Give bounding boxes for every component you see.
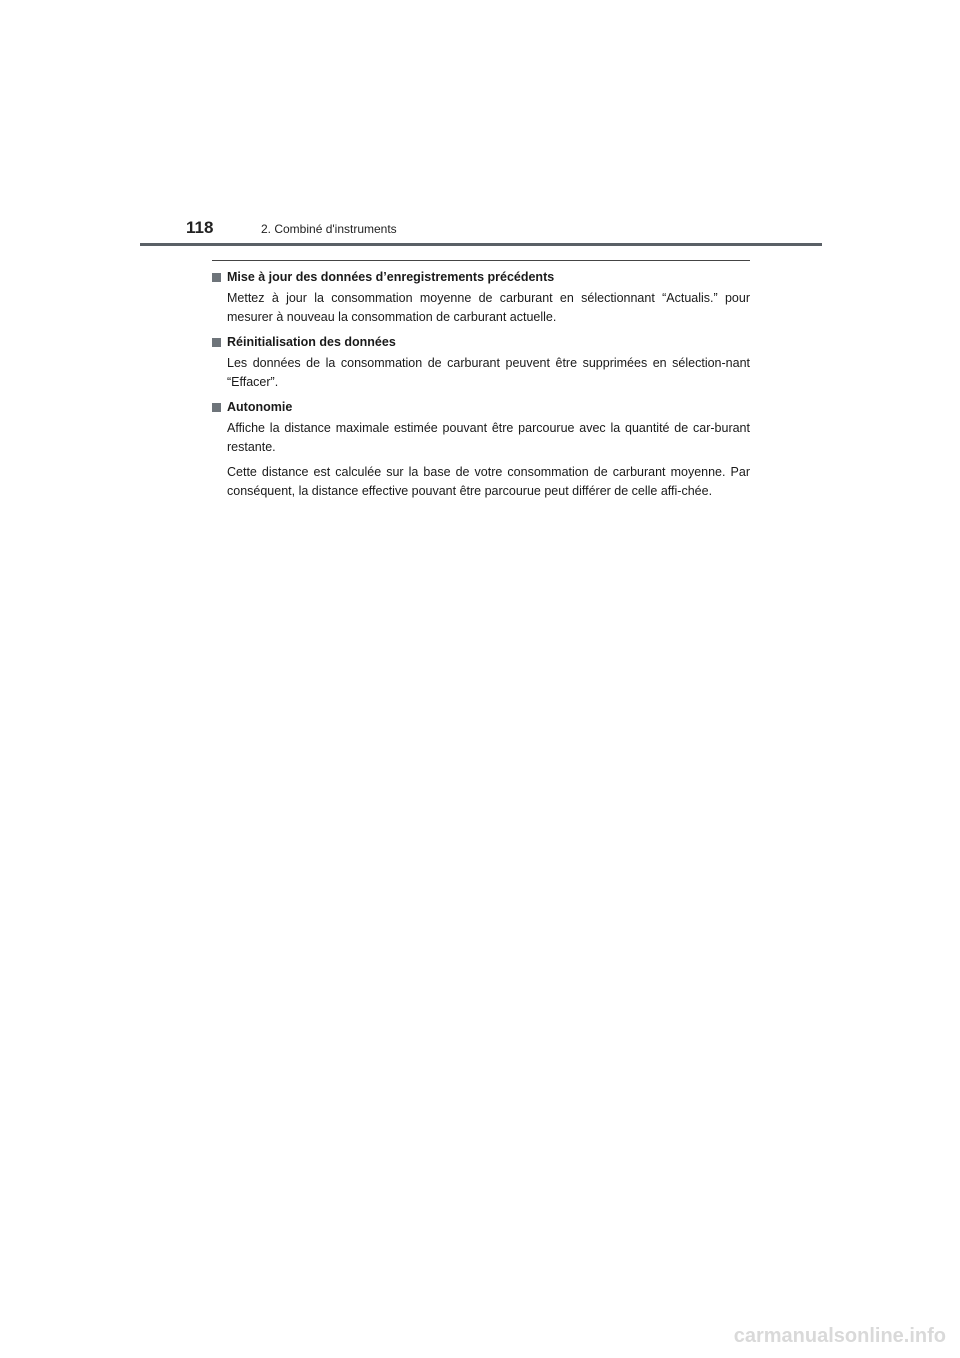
watermark-logo: carmanualsonline.info <box>733 1325 946 1347</box>
section-update-records <box>212 268 750 327</box>
chapter-title: 2. Combiné d'instruments <box>261 222 397 236</box>
square-bullet-icon <box>212 273 221 282</box>
section-divider <box>212 260 750 261</box>
section-paragraph: Mettez à jour la consommation moyenne de carburant en sélectionnant “Actualis.” pour mesurer à nouveau la consommation de carburant actuelle. <box>227 291 750 324</box>
section-heading <box>212 333 750 351</box>
section-paragraph: Affiche la distance maximale estimée pouvant être parcourue avec la quantité de car-burant restante. <box>227 421 750 454</box>
square-bullet-icon <box>212 338 221 347</box>
section-heading-text: Autonomie <box>227 400 293 414</box>
square-bullet-icon <box>212 403 221 412</box>
header-rule <box>140 243 822 246</box>
page-header <box>140 214 822 246</box>
section-heading-text: Réinitialisation des données <box>227 335 396 349</box>
section-paragraph: Les données de la consommation de carburant peuvent être supprimées en sélection-nant “Effacer”. <box>227 356 750 389</box>
section-heading-text: Mise à jour des données d’enregistrements précédents <box>227 270 555 284</box>
section-heading <box>212 398 750 416</box>
section-heading <box>212 268 750 286</box>
page-content <box>212 268 750 507</box>
section-reset-data <box>212 333 750 392</box>
page-number: 118 <box>186 218 214 237</box>
section-paragraph: Cette distance est calculée sur la base de votre consommation de carburant moyenne. Par conséquent, la distance effective pouvant être parcourue peut différer de celle affi-chée. <box>227 465 750 498</box>
section-range <box>212 398 750 501</box>
